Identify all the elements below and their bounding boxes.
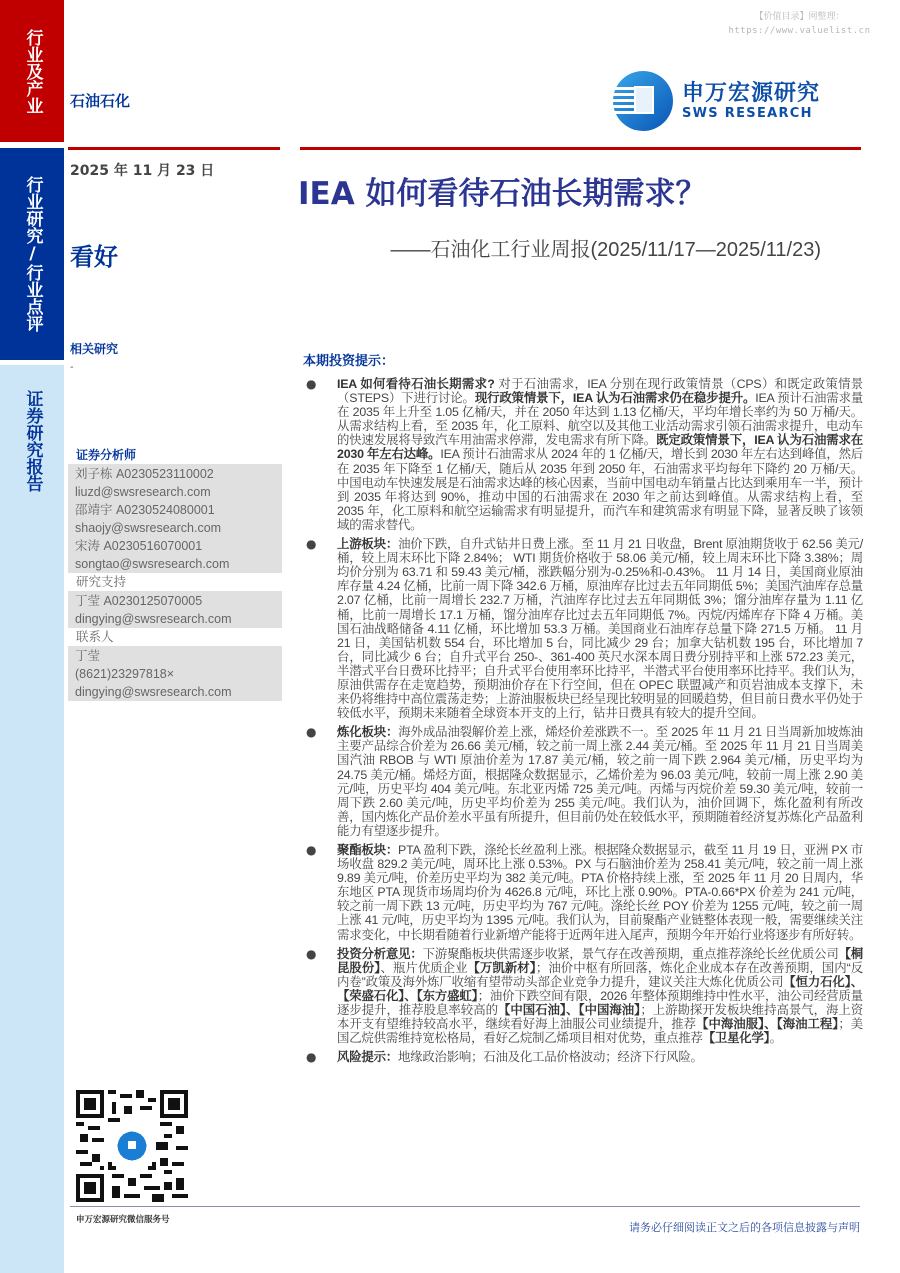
tip-text — [337, 1050, 863, 1064]
tip-item — [303, 947, 863, 1046]
tip-emphasis: IEA 如何看待石油长期需求? — [337, 377, 499, 391]
bullet-icon: ● — [306, 537, 317, 552]
tip-emphasis: 炼化板块： — [337, 725, 399, 740]
tip-body: 。 — [769, 1031, 782, 1046]
research-support-list — [68, 591, 282, 628]
tip-body: PTA 盈利下跌，涤纶长丝盈利上涨。根据隆众数据显示，截至 11 月 19 日，亚洲 PX 市场收盘 829.2 美元/吨，周环比上涨 0.53%。PX 与石脑油价差为 258.41 美元/吨，较之前一周上涨 9.89 美元/吨，价差历史平均为 382 美元/吨。PTA 价格持续上涨，至 2025 年 11 月 20 日周内，华东地区 PTA 现货市场周均价为 4626.8 元/吨，环比上涨 0.90%。PTA-0.66*PX 价差为 241 元/吨，较之前一周下跌 13 元/吨，历史平均为 767 元/吨。涤纶长丝 POY 价差为 1255 元/吨，较之前一周上涨 41 元/吨，历史平均为 1395 元/吨。我们认为，目前聚酯产业链整体表现一般，需要继续关注需求变化，中长期看随着行业新增产能将于近两年进入尾声，预期今年开始行业将逐步有所好转。 — [337, 843, 863, 942]
tip-item — [303, 377, 863, 532]
tip-item — [303, 843, 863, 942]
research-support-label: 研究支持 — [76, 575, 127, 589]
related-research-heading: 相关研究 — [70, 342, 119, 356]
contact-name: 丁莹 — [75, 649, 101, 663]
tip-emphasis: 风险提示： — [337, 1050, 398, 1065]
contact-phone: (8621)23297818× — [75, 667, 175, 681]
disclosure-note: 请务必仔细阅读正文之后的各项信息披露与声明 — [629, 1221, 860, 1234]
contact-label: 联系人 — [76, 630, 114, 644]
analyst-email[interactable]: liuzd@swsresearch.com — [75, 485, 211, 499]
analyst-entry: 宋涛 A0230516070001 — [75, 539, 203, 553]
investment-tips-heading: 本期投资提示： — [303, 354, 395, 369]
tip-emphasis: 【桐昆股份】 — [337, 946, 864, 975]
tip-item — [303, 537, 863, 720]
tip-body: 、瓶片优质企业 — [380, 960, 468, 975]
brand-name-en: SWS RESEARCH — [682, 106, 813, 121]
analyst-email[interactable]: songtao@swsresearch.com — [75, 557, 230, 571]
tip-emphasis: 【中海油服】、【海油工程】 — [696, 1017, 839, 1032]
divider-right — [300, 147, 861, 150]
report-title: IEA 如何看待石油长期需求？ — [298, 176, 707, 212]
tip-body: ；美国乙烷供需维持宽松格局，看好乙烷制乙烯项目相对优势，重点推荐 — [337, 1017, 863, 1046]
industry-name: 石油石化 — [70, 92, 131, 110]
analysts-heading: 证券分析师 — [76, 448, 137, 462]
tip-item — [303, 725, 863, 838]
related-research-item: - — [70, 362, 74, 373]
tip-body: 地缘政治影响；石油及化工品价格波动；经济下行风险。 — [397, 1050, 703, 1065]
bullet-icon: ● — [306, 843, 317, 857]
footer-divider — [70, 1206, 860, 1207]
tip-emphasis: 现行政策情景下，IEA 认为石油需求仍在稳步提升。 — [474, 391, 756, 406]
sidebar-tab-securities-report — [0, 365, 64, 1273]
tip-body: 对于石油需求，IEA 分别在现行政策情景（CPS）和既定政策情景（STEPS）下进行讨论。 — [337, 377, 863, 406]
tip-emphasis: 投资分析意见： — [337, 946, 423, 961]
tip-emphasis: 【中国石油】、【中国海油】 — [497, 1003, 641, 1018]
watermark — [712, 10, 887, 38]
tip-emphasis: 【万凯新材】 — [467, 960, 536, 975]
tip-emphasis: 【恒力石化】、【荣盛石化】、【东方盛虹】 — [337, 974, 863, 1003]
sws-logo-icon — [612, 70, 674, 132]
support-email[interactable]: dingying@swsresearch.com — [75, 612, 232, 626]
sidebar-tab-report-type-label: 行业研究/行业点评 — [22, 176, 43, 332]
analyst-list — [68, 464, 282, 573]
tip-emphasis: 【卫星化学】 — [702, 1031, 770, 1046]
report-subtitle: ——石油化工行业周报(2025/11/17—2025/11/23) — [390, 239, 821, 261]
brand-name-cn: 申万宏源研究 — [682, 81, 821, 106]
tip-emphasis: 上游板块： — [337, 537, 399, 552]
tip-text — [337, 537, 863, 720]
tip-item — [303, 1050, 863, 1064]
bullet-icon: ● — [306, 725, 317, 740]
analyst-entry: 刘子栋 A0230523110002 — [75, 467, 214, 481]
tip-body: 海外成品油裂解价差上涨，烯烃价差涨跌不一。至 2025 年 11 月 21 日当周新加坡炼油主要产品综合价差为 26.66 美元/桶，较之前一周上涨 2.44 美元/桶。至 2025 年 11 月 21 日当周美国汽油 RBOB 与 WTI 原油价差为 17.87 美元/桶，较之前一周下跌 2.964 美元/桶，历史平均为 24.75 美元/桶。烯烃方面，根据隆众数据显示，乙烯价差为 96.03 美元/吨，较前一周上涨 2.90 美元/吨，历史平均 404 美元/吨。东北亚丙烯 725 美元/吨。丙烯与丙烷价差 59.30 美元/吨，较前一周下跌 2.60 美元/吨，历史平均价差为 255 美元/吨。我们认为，油价回调下，炼化盈利有所改善，国内炼化产品价差水平虽有所提升，但目前仍处在较低水平，预期随着经济复苏炼化产品盈利能力有望逐步提升。 — [337, 725, 863, 838]
tip-body: ；油价中枢有所回落，炼化企业成本存在改善预期，国内“反内卷”政策及海外炼厂收缩有望带动头部企业竞争力提升，建议关注大炼化优质公司 — [337, 960, 864, 989]
contact-list — [68, 646, 282, 701]
tip-body: 油价下跌，自升式钻井日费上涨。至 11 月 21 日收盘，Brent 原油期货收于 62.56 美元/桶，较上周末环比下降 2.84%； WTI 期货价格收于 58.06 美元/桶，较上周末环比下降 3.38%；周均价分别为 63.71 和 59.43 美元/桶，涨跌幅分别为-0.25%和-0.43%。 11 月 14 日，美国商业原油库存量 4.24 亿桶，比前一周下降 342.6 万桶，原油库存比过去五年同期低 5%；美国汽油库存总量 2.07 亿桶，比前一周增长 232.7 万桶，汽油库存比过去五年同期低 3%；馏分油库存量为 1.11 亿桶，比前一周增长 17.1 万桶，馏分油库存比过去五年同期低 7%。丙烷/丙烯库存下降 4 万桶。美国石油战略储备 4.11 亿桶，环比增加 53.3 万桶。美国商业石油库存总量下降 271.5 万桶。 11 月 21 日，美国钻机数 554 台，环比增加 5 台，同比减少 29 台；加拿大钻机数 195 台，环比增加 7 台，同比减少 6 台；自升式平台 250-、361-400 英尺水深本周日费分别持平和上涨 572.23 美元，半潜式平台日费环比持平；自升式平台使用率环比持平，半潜式平台使用率环比持平。我们认为，原油供需存在走宽趋势，预期油价存在下行空间，但在 OPEC 联盟减产和页岩油成本支撑下，未来仍将维持中高位震荡走势；上游油服板块已经呈现比较明显的回暖趋势，但目前日费水平仍处于较低水平，预期未来随着全球资本开支的上行，钻井日费具有较大的提升空间。 — [337, 537, 864, 721]
bullet-icon: ● — [306, 1050, 317, 1065]
qr-caption: 申万宏源研究微信服务号 — [76, 1215, 170, 1225]
support-entry: 丁莹 A0230125070005 — [75, 594, 203, 608]
tip-body: ；上游勘探开发板块维持高景气，海上资本开支有望维持较高水平，继续看好海上油服公司业绩提升，推荐 — [337, 1003, 863, 1032]
investment-tips-list — [303, 377, 863, 1069]
watermark-url[interactable]: https://www.valuelist.cn — [728, 26, 871, 36]
sidebar-tab-securities-report-label: 证券研究报告 — [22, 390, 43, 492]
analyst-email[interactable]: shaojy@swsresearch.com — [75, 521, 222, 535]
industry-rating: 看好 — [70, 243, 118, 271]
tip-emphasis: 既定政策情景下，IEA 认为石油需求在 2030 年左右达峰。 — [337, 433, 863, 462]
divider-left — [68, 147, 280, 150]
sidebar-tab-industry — [0, 0, 64, 142]
tip-emphasis: 聚酯板块： — [337, 843, 399, 857]
tip-text — [337, 947, 863, 1046]
tip-text — [337, 843, 863, 942]
tip-body: IEA 预计石油需求量在 2035 年上升至 1.05 亿桶/天，并在 2050 年达到 1.13 亿桶/天，平均年增长率约为 50 万桶/天。从需求结构上看，至 2035 年，化工原料、航空以及其他工业活动需求引领石油需求提升，电动车的快速发展将导致汽车用油需求停滞，发电需求有所下降。 — [337, 391, 864, 448]
wechat-qr-code — [76, 1090, 188, 1202]
bullet-icon: ● — [306, 946, 317, 961]
contact-email[interactable]: dingying@swsresearch.com — [75, 685, 232, 699]
tip-body: ；油价下跌空间有限，2026 年整体预期维持中性水平，油公司经营质量逐步提升，推荐股息率较高的 — [337, 988, 863, 1018]
brand-logo — [612, 70, 820, 132]
analyst-entry: 邵靖宇 A0230524080001 — [75, 503, 215, 517]
report-date: 2025 年 11 月 23 日 — [70, 163, 215, 179]
tip-body: 下游聚酯板块供需逐步收紧，景气存在改善预期，重点推荐涤纶长丝优质公司 — [422, 946, 839, 961]
sidebar-tab-industry-label: 行业及产业 — [22, 28, 43, 114]
tip-text — [337, 377, 863, 532]
watermark-line1: 【价值目录】网整理： — [754, 12, 845, 22]
tip-text — [337, 725, 863, 838]
tip-body: IEA 预计石油需求从 2024 年的 1 亿桶/天，增长到 2030 年左右达到峰值，然后在 2035 年下降至 1 亿桶/天，随后从 2035 年到 2050 年，石油需求平均每年下降约 20 万桶/天。中国电动车快速发展是石油需求达峰的核心因素，当前中国电动车销量占比达到乘用车一半，预计到 2035 年将达到 90%，推动中国的石油需求在 2030 年之前达到峰值。从需求结构上看，至 2035 年，化工原料和航空运输需求有明显提升，而汽车和建筑需求有明显下降，显著反映了该领域的需求替代。 — [337, 447, 863, 532]
sidebar-tab-report-type — [0, 148, 64, 360]
bullet-icon: ● — [306, 377, 317, 391]
